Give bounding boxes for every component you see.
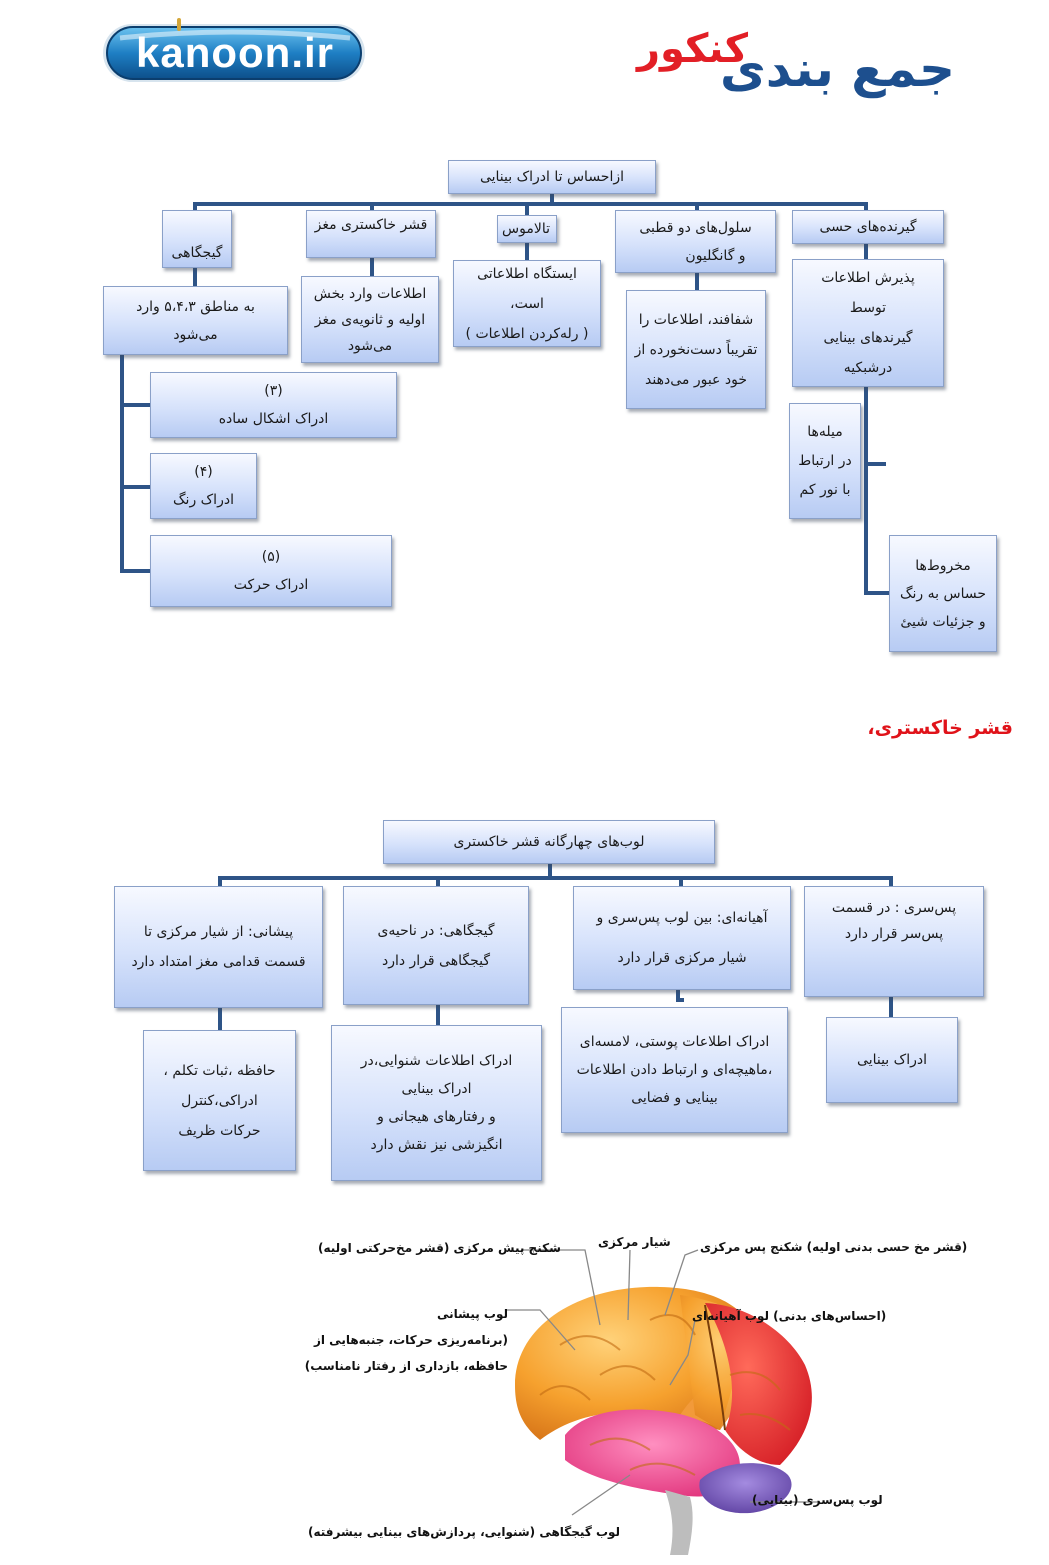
frontal-desc-box — [143, 1030, 296, 1171]
thalamus-title-box — [497, 215, 557, 243]
text-line: قسمت قدامی مغز امتداد دارد — [131, 954, 306, 970]
text-line: ادراک بینایی — [857, 1052, 927, 1068]
text-line: پس‌سر قرار دارد — [844, 926, 944, 942]
text-line: سلول‌های دو قطبی — [639, 219, 752, 236]
text-line: و جزئیات شیئ — [900, 613, 986, 630]
bipolar-desc-box — [626, 290, 766, 409]
lobes-root-label: لوب‌های چهارگانه قشر خاکستری — [453, 834, 645, 850]
text-line: خود عبور می‌دهند — [645, 371, 747, 388]
label-parietal-lobe: (احساس‌های بدنی) لوب آهیانه‌ای — [692, 1309, 887, 1323]
cortex-title: قشر خاکستری مغز — [314, 217, 428, 233]
text-line: گیجگاهی: در ناحیه‌ی — [377, 922, 495, 939]
temporal-lobe-title-box — [343, 886, 529, 1005]
label-temporal-lobe: لوب گیجگاهی (شنوایی، پردازش‌های بینایی بیشرفته) — [308, 1525, 621, 1539]
text-line: ادراک اطلاعات پوستی، لامسه‌ای — [579, 1034, 770, 1050]
text-line: میله‌ها — [807, 423, 843, 440]
cones-box — [889, 535, 997, 652]
text-line: شفافند، اطلاعات را — [638, 311, 754, 328]
text-line: شیار مرکزی قرار دارد — [617, 950, 747, 966]
kanoon-logo-text: kanoon.ir — [135, 29, 335, 76]
text-line: ایستگاه اطلاعاتی است، — [477, 265, 577, 312]
text-line: ( رله‌کردن اطلاعات ) — [465, 325, 589, 342]
label-precentral-gyrus: شکنج پیش مرکزی (قشر مخ‌حرکتی اولیه) — [318, 1241, 561, 1255]
thalamus-desc-box — [453, 260, 601, 347]
cortex-desc-box — [301, 276, 439, 363]
text-line: حرکات ظریف — [178, 1122, 261, 1139]
page-title-logo — [600, 18, 960, 108]
temporal-title: گیجگاهی — [171, 245, 223, 261]
occipital-desc-box — [826, 1017, 958, 1103]
lobes-root-box — [383, 820, 715, 864]
sub-text: ادراک رنگ — [173, 492, 234, 508]
text-line: توسط — [849, 300, 887, 316]
receptors-title: گیرنده‌های حسی — [819, 219, 917, 235]
occipital-title-box — [804, 886, 984, 997]
text-line: در ارتباط — [798, 452, 852, 469]
brain-illustration — [300, 1225, 940, 1565]
kanoon-logo[interactable] — [100, 18, 370, 88]
root-label: ازاحساس تا ادراک بینایی — [479, 169, 625, 185]
text-line: آهیانه‌ای: بین لوب پس‌سری و — [596, 910, 768, 926]
color-perception-box — [150, 453, 257, 519]
parietal-title-box — [573, 886, 791, 990]
text-line: لوب پیشانی — [436, 1307, 508, 1321]
text-line: ادراک اطلاعات شنوایی،در — [360, 1053, 513, 1069]
label-frontal-lobe — [304, 1301, 508, 1379]
text-line: بینایی و فضایی — [631, 1090, 718, 1106]
title-part-jam-bandi: جمع بندی — [719, 40, 955, 98]
text-line: گیجگاهی قرار دارد — [381, 952, 491, 969]
thalamus-title: تالاموس — [502, 221, 550, 237]
text-line: پس‌سری : در قسمت — [831, 900, 957, 916]
text-line: انگیزشی نیز نقش دارد — [370, 1137, 503, 1153]
text-line: حافظه، بازداری از رفتار نامناسب) — [304, 1359, 508, 1373]
text-line: اولیه و ثانویه‌ی مغز — [314, 311, 426, 328]
simple-shapes-box — [150, 372, 397, 438]
brain-figure — [300, 1225, 968, 1565]
text-line: حافظه ،ثبات تکلم ، — [163, 1062, 276, 1079]
motion-perception-box — [150, 535, 392, 607]
sub-text: ادراک حرکت — [233, 577, 309, 593]
temporal-lobe-desc-box — [331, 1025, 542, 1181]
text-line: تقریباً دست‌نخورده از — [634, 341, 758, 358]
receptors-desc-box — [792, 259, 944, 387]
sub-number: (۴) — [194, 464, 213, 480]
text-line: مخروط‌ها — [915, 557, 971, 574]
text-line: و گانگلیون — [685, 247, 746, 264]
text-line: درشبکیه — [843, 360, 893, 376]
title-part-konkur: کنکور — [637, 26, 748, 72]
text-line: ادراک بینایی — [401, 1081, 472, 1097]
text-line: پیشانی: از شیار مرکزی تا — [143, 924, 294, 940]
sub-number: (۵) — [261, 549, 281, 565]
text-line: به مناطق ۵،۴،۳ وارد — [136, 298, 255, 315]
root-box — [448, 160, 656, 194]
sub-text: ادراک اشکال ساده — [218, 411, 329, 427]
label-occipital-lobe: لوب پس‌سری (بینایی) — [752, 1493, 883, 1507]
text-line: با نور کم — [799, 481, 851, 498]
receptors-title-box — [792, 210, 944, 244]
section-heading: قشر خاکستری، — [867, 717, 1013, 739]
bipolar-title-box — [615, 210, 776, 273]
text-line: می‌شود — [347, 337, 393, 354]
label-central-sulcus: شیار مرکزی — [598, 1235, 671, 1249]
parietal-desc-box — [561, 1007, 788, 1133]
text-line: و رفتارهای هیجانی و — [377, 1109, 496, 1125]
temporal-title-box — [162, 210, 232, 268]
text-line: پذیرش اطلاعات — [821, 270, 915, 286]
cortex-title-box — [306, 210, 436, 258]
frontal-title-box — [114, 886, 323, 1008]
text-line: گیرندهای بینایی — [823, 330, 913, 346]
text-line: اطلاعات وارد بخش — [313, 285, 427, 302]
sub-number: (۳) — [264, 383, 283, 399]
text-line: (برنامه‌ریزی حرکات، جنبه‌هایی از — [313, 1333, 508, 1347]
rods-box — [789, 403, 861, 519]
temporal-desc-box — [103, 286, 288, 355]
text-line: ادراکی،کنترل — [181, 1092, 258, 1109]
text-line: حساس به رنگ — [900, 585, 986, 602]
text-line: می‌شود — [173, 326, 218, 343]
label-postcentral-gyrus: (قشر مخ حسی بدنی اولیه) شکنج پس مرکزی — [700, 1240, 968, 1254]
text-line: ،ماهیچه‌ای و ارتباط دادن اطلاعات — [576, 1062, 773, 1078]
